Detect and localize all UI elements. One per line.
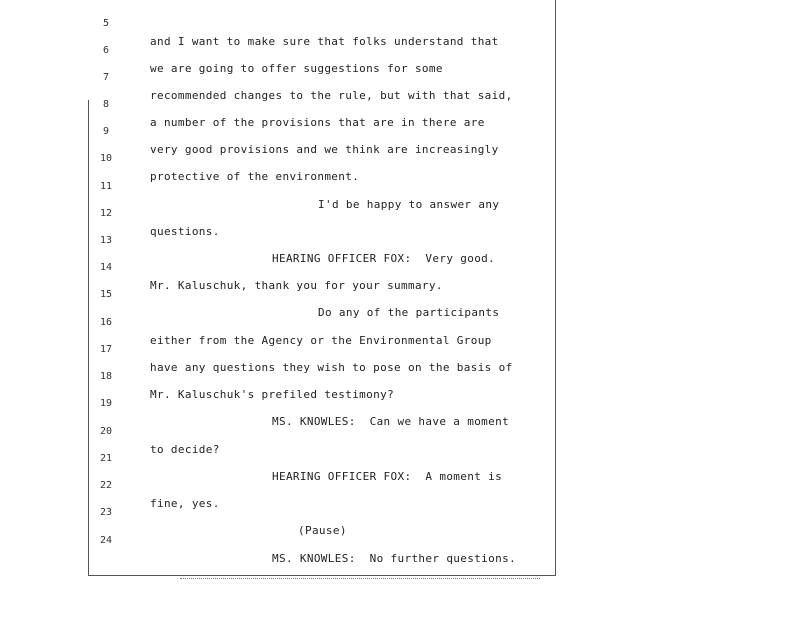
- line-text: protective of the environment.: [150, 170, 360, 183]
- line-text: Mr. Kaluschuk, thank you for your summary.: [150, 279, 443, 292]
- line-text: questions.: [150, 225, 220, 238]
- transcript-line: [0, 51, 560, 102]
- transcript-line: [0, 405, 560, 456]
- line-number: 15: [99, 289, 113, 300]
- transcript-line: [0, 105, 560, 156]
- line-number: 22: [99, 480, 113, 491]
- transcript-line: [0, 514, 560, 565]
- transcript-line: [0, 187, 560, 238]
- line-number: 18: [99, 371, 113, 382]
- line-text: to decide?: [150, 443, 220, 456]
- line-number: 10: [99, 153, 113, 164]
- transcript-line: [0, 377, 560, 428]
- transcript-line: [0, 323, 560, 374]
- line-number: 6: [102, 45, 110, 56]
- line-text: HEARING OFFICER FOX: A moment is: [272, 470, 503, 483]
- line-text: HEARING OFFICER FOX: Very good.: [272, 252, 496, 265]
- line-text: I'd be happy to answer any: [318, 198, 500, 211]
- transcript-line: [0, 24, 560, 75]
- line-number: 20: [99, 426, 113, 437]
- transcript-line: [0, 296, 560, 347]
- line-text: very good provisions and we think are increasingly: [150, 143, 499, 156]
- transcript-line: [0, 350, 560, 401]
- line-number: 5: [102, 18, 110, 29]
- line-number: 16: [99, 317, 113, 328]
- line-text: MS. KNOWLES: No further questions.: [272, 552, 517, 565]
- transcript-line: [0, 78, 560, 129]
- transcript-line: [0, 160, 560, 211]
- line-number: 8: [102, 99, 110, 110]
- transcript-line: [0, 268, 560, 319]
- line-number: 7: [102, 72, 110, 83]
- scan-artifact: [180, 578, 540, 581]
- line-text: we are going to offer suggestions for some: [150, 62, 443, 75]
- line-number: 19: [99, 398, 113, 409]
- line-text: have any questions they wish to pose on the basis of: [150, 361, 513, 374]
- transcript-line: [0, 241, 560, 292]
- transcript-line: [0, 459, 560, 510]
- line-text: and I want to make sure that folks understand that: [150, 35, 499, 48]
- line-number: 17: [99, 344, 113, 355]
- transcript-line: [0, 132, 560, 183]
- line-text: Mr. Kaluschuk's prefiled testimony?: [150, 388, 395, 401]
- line-number: 21: [99, 453, 113, 464]
- line-text: recommended changes to the rule, but with that said,: [150, 89, 513, 102]
- line-text: fine, yes.: [150, 497, 220, 510]
- transcript-line: [0, 486, 560, 537]
- line-number: 12: [99, 208, 113, 219]
- line-number: 23: [99, 507, 113, 518]
- line-text: a number of the provisions that are in there are: [150, 116, 485, 129]
- line-text: (Pause): [298, 524, 347, 537]
- line-number: 14: [99, 262, 113, 273]
- transcript-line: [0, 0, 560, 48]
- transcript-line: [0, 432, 560, 483]
- line-number: 13: [99, 235, 113, 246]
- transcript-line: [0, 214, 560, 265]
- line-text: Do any of the participants: [318, 306, 500, 319]
- line-number: 24: [99, 535, 113, 546]
- line-text: either from the Agency or the Environmental Group: [150, 334, 492, 347]
- page-border-bottom: [88, 575, 556, 576]
- line-text: MS. KNOWLES: Can we have a moment: [272, 415, 510, 428]
- line-number: 9: [102, 126, 110, 137]
- line-number: 11: [99, 181, 113, 192]
